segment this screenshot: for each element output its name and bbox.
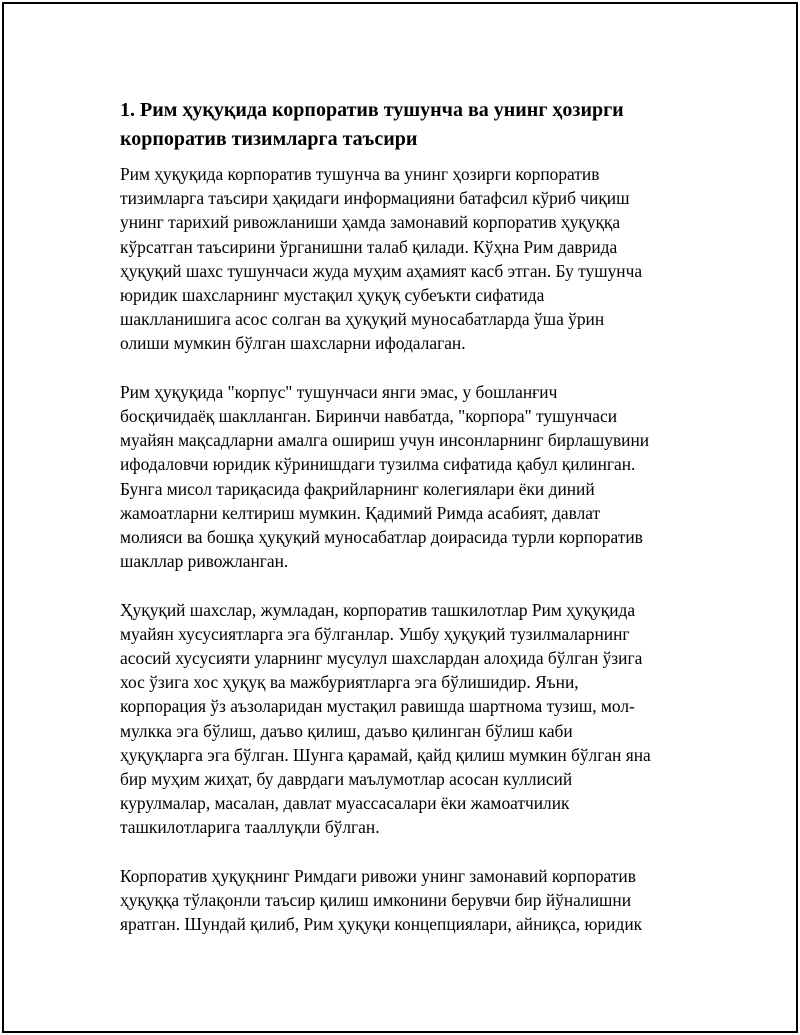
paragraph-2: Рим ҳуқуқида "корпус" тушунчаси янги эмас, у бошланғич босқичидаёқ шаклланган. Биринчи навбатда, "корпора" тушунчаси муайян мақсадларни амалга ошириш учун инсонларнинг бирлашувини ифодаловчи юридик кўринишдаги тузилма сифатида қабул қилинган. Бунга мисол тариқасида фақрийларнинг колегиялари ёки диний жамоатларни келтириш мумкин. Қадимий Римда асабият, давлат молияси ва бошқа ҳуқуқий муносабатлар доирасида турли корпоратив шакллар ривожланган. xyxy=(120,381,650,572)
paragraph-4: Корпоратив ҳуқуқнинг Римдаги ривожи унинг замонавий корпоратив ҳуқуққа тўлақонли таъсир қилиш имконини берувчи бир йўналишни яратган. Шундай қилиб, Рим ҳуқуқи концепциялари, айниқса, юридик xyxy=(120,865,643,935)
document-body xyxy=(120,96,694,961)
paragraph-3: Ҳуқуқий шахслар, жумладан, корпоратив ташкилотлар Рим ҳуқуқида муайян хусусиятларга эга бўлганлар. Ушбу ҳуқуқий тузилмаларнинг асосий хусусияти уларнинг мусулул шахслардан алоҳида бўлган ўзига хос ўзига хос ҳуқуқ ва мажбуриятларга эга бўлишидир. Яъни, корпорация ўз аъзоларидан мустақил равишда шартнома тузиш, мол- мулкка эга бўлиш, даъво қилиш, даъво қилинган бўлиш каби ҳуқуқларга эга бўлган. Шунга қарамай, қайд қилиш мумкин бўлган яна бир муҳим жиҳат, бу даврдаги маълумотлар асосан куллисий курулмалар, масалан, давлат муассасалари ёки жамоатчилик ташкилотларига тааллуқли бўлган. xyxy=(120,599,651,838)
section-heading: 1. Рим ҳуқуқида корпоратив тушунча ва унинг ҳозирги корпоратив тизимларга таъсири xyxy=(120,99,624,150)
paragraph-1: Рим ҳуқуқида корпоратив тушунча ва унинг ҳозирги корпоратив тизимларга таъсири ҳақидаги информацияни батафсил кўриб чиқиш унинг тарихий ривожланиши ҳамда замонавий корпоратив ҳуқуққа кўрсатган таъсирини ўрганишни талаб қилади. Кўҳна Рим даврида ҳуқуқий шахс тушунчаси жуда муҳим аҳамият касб этган. Бу тушунча юридик шахсларнинг мустақил ҳуқуқ субеъкти сифатида шаклланишига асос солган ва ҳуқуқий муносабатларда ўша ўрин олиши мумкин бўлган шахсларни ифодалаган. xyxy=(120,164,643,354)
document-page xyxy=(2,2,798,1033)
